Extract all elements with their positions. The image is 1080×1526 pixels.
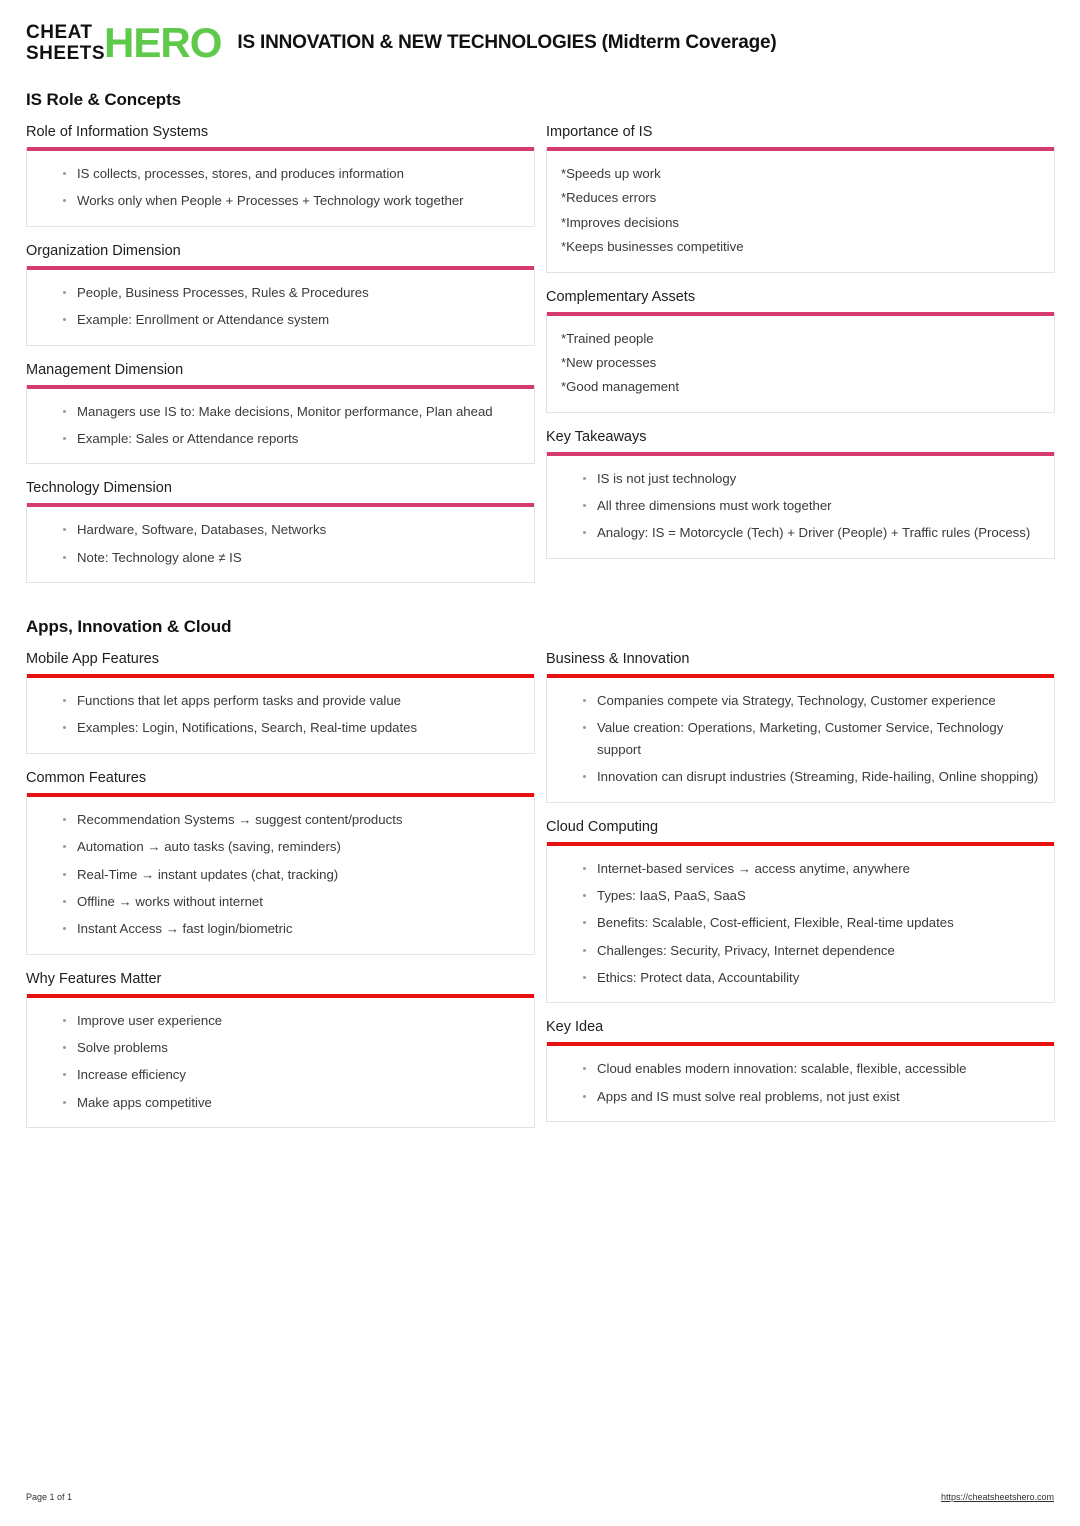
card-title: Key Idea <box>546 1019 604 1036</box>
card-title: Key Takeaways <box>546 428 647 445</box>
list-item: Example: Sales or Attendance reports <box>63 428 520 449</box>
card <box>546 842 1055 1004</box>
footer-page-number: Page 1 of 1 <box>26 1492 73 1502</box>
list-item: Example: Enrollment or Attendance system <box>63 309 520 330</box>
section-columns <box>26 651 1054 1144</box>
list-item: Cloud enables modern innovation: scalable, flexible, accessible <box>583 1058 1040 1079</box>
brand-logo-hero: HERO <box>104 19 222 66</box>
card-block <box>26 362 535 465</box>
list-item: *Reduces errors <box>561 190 657 206</box>
list-item: *Good management <box>561 379 680 395</box>
card-body <box>547 678 1054 802</box>
card-block <box>26 243 535 346</box>
card-title: Role of Information Systems <box>26 124 209 140</box>
list-item: Increase efficiency <box>63 1064 520 1085</box>
footer-website-link[interactable]: https://cheatsheetshero.com <box>940 1492 1054 1502</box>
card-title: Complementary Assets <box>546 288 696 305</box>
card-list <box>41 163 520 212</box>
section-title: Apps, Innovation & Cloud <box>26 617 232 636</box>
card-list <box>561 468 1040 544</box>
list-item: *Speeds up work <box>561 166 661 181</box>
list-item: Note: Technology alone ≠ IS <box>63 547 520 568</box>
list-item: Apps and IS must solve real problems, not just exist <box>583 1086 1040 1107</box>
card <box>26 994 535 1129</box>
card-title: Management Dimension <box>26 361 184 378</box>
list-item: All three dimensions must work together <box>583 495 1040 516</box>
card-body <box>27 678 534 753</box>
card-body <box>547 846 1054 1003</box>
list-item: Hardware, Software, Databases, Networks <box>63 519 520 540</box>
card-list <box>41 690 520 739</box>
brand-logo-sheets: SHEETS <box>26 43 106 64</box>
card <box>26 147 535 227</box>
card-block <box>546 651 1055 803</box>
list-item: Recommendation Systems → suggest content/products <box>63 809 520 830</box>
list-item: Ethics: Protect data, Accountability <box>583 967 1040 988</box>
card <box>546 1042 1055 1122</box>
card-list <box>561 690 1040 788</box>
card-block <box>546 289 1055 413</box>
section-columns <box>26 124 1054 599</box>
list-item: IS collects, processes, stores, and produces information <box>63 163 520 184</box>
column-left <box>26 124 535 599</box>
card-block <box>26 480 535 583</box>
card-body <box>27 151 534 226</box>
list-item: Analogy: IS = Motorcycle (Tech) + Driver (People) + Traffic rules (Process) <box>583 522 1040 543</box>
card-body <box>27 797 534 954</box>
list-item: Real-Time → instant updates (chat, tracking) <box>63 864 520 885</box>
card-title: Business & Innovation <box>546 651 690 667</box>
list-item: Examples: Login, Notifications, Search, Real-time updates <box>63 717 520 738</box>
card-block <box>26 124 535 227</box>
sections-container <box>26 90 1054 1144</box>
list-item: Managers use IS to: Make decisions, Monitor performance, Plan ahead <box>63 401 520 422</box>
card-title: Mobile App Features <box>26 651 159 667</box>
card-block <box>26 971 535 1129</box>
card-title: Why Features Matter <box>26 970 162 987</box>
list-item: Instant Access → fast login/biometric <box>63 918 520 939</box>
card <box>546 674 1055 803</box>
list-item: Solve problems <box>63 1037 520 1058</box>
list-item: IS is not just technology <box>583 468 1040 489</box>
card-list <box>41 809 520 940</box>
brand-logo-cheat: CHEAT <box>26 22 93 43</box>
card-block <box>546 124 1055 273</box>
card <box>26 266 535 346</box>
card-list <box>41 519 520 568</box>
list-item: *Keeps businesses competitive <box>561 239 744 255</box>
section-title: IS Role & Concepts <box>26 90 182 109</box>
card-title: Common Features <box>26 769 147 786</box>
card-title: Cloud Computing <box>546 818 659 835</box>
list-item: Internet-based services → access anytime, anywhere <box>583 858 1040 879</box>
brand-logo <box>26 19 222 66</box>
card-body <box>27 389 534 464</box>
list-item: Make apps competitive <box>63 1092 520 1113</box>
card-body <box>27 270 534 345</box>
card-block <box>26 651 535 754</box>
card-title: Technology Dimension <box>26 480 172 497</box>
list-item: Automation → auto tasks (saving, reminders) <box>63 836 520 857</box>
list-item: Improve user experience <box>63 1010 520 1031</box>
section <box>26 617 1054 1144</box>
card-list <box>561 1058 1040 1107</box>
list-item: Benefits: Scalable, Cost-efficient, Flexible, Real-time updates <box>583 912 1040 933</box>
list-item: Challenges: Security, Privacy, Internet dependence <box>583 940 1040 961</box>
card-body <box>27 998 534 1128</box>
card-body <box>27 507 534 582</box>
card <box>26 793 535 955</box>
card-list <box>561 163 1040 258</box>
card-list <box>41 401 520 450</box>
card <box>546 147 1055 273</box>
list-item: Value creation: Operations, Marketing, Customer Service, Technology support <box>583 717 1040 760</box>
list-item: *New processes <box>561 354 657 370</box>
card-list <box>561 328 1040 398</box>
card <box>546 452 1055 559</box>
list-item: *Improves decisions <box>561 214 680 230</box>
card <box>546 312 1055 413</box>
card-block <box>26 770 535 955</box>
card-list <box>41 282 520 331</box>
card <box>26 385 535 465</box>
card-list <box>561 858 1040 989</box>
list-item: Functions that let apps perform tasks and provide value <box>63 690 520 711</box>
list-item: Types: IaaS, PaaS, SaaS <box>583 885 1040 906</box>
list-item: Works only when People + Processes + Technology work together <box>63 190 520 211</box>
list-item: Innovation can disrupt industries (Streaming, Ride-hailing, Online shopping) <box>583 766 1040 787</box>
card-block <box>546 429 1055 559</box>
card-body <box>547 151 1054 272</box>
card <box>26 503 535 583</box>
list-item: People, Business Processes, Rules & Procedures <box>63 282 520 303</box>
brand-logo-wordmark <box>26 23 105 63</box>
column-left <box>26 651 535 1144</box>
card-list <box>41 1010 520 1114</box>
card-title: Importance of IS <box>546 124 653 140</box>
card-block <box>546 1019 1055 1122</box>
page-header <box>26 0 1054 72</box>
list-item: *Trained people <box>561 330 654 346</box>
card-body <box>547 316 1054 412</box>
section <box>26 90 1054 599</box>
list-item: Companies compete via Strategy, Technology, Customer experience <box>583 690 1040 711</box>
list-item: Offline → works without internet <box>63 891 520 912</box>
card-body <box>547 1046 1054 1121</box>
column-right <box>546 651 1055 1138</box>
card-block <box>546 819 1055 1004</box>
column-right <box>546 124 1055 575</box>
card <box>26 674 535 754</box>
page-footer <box>26 1492 1054 1502</box>
card-body <box>547 456 1054 558</box>
card-title: Organization Dimension <box>26 242 181 259</box>
page-title: IS INNOVATION & NEW TECHNOLOGIES (Midterm Coverage) <box>237 32 777 53</box>
